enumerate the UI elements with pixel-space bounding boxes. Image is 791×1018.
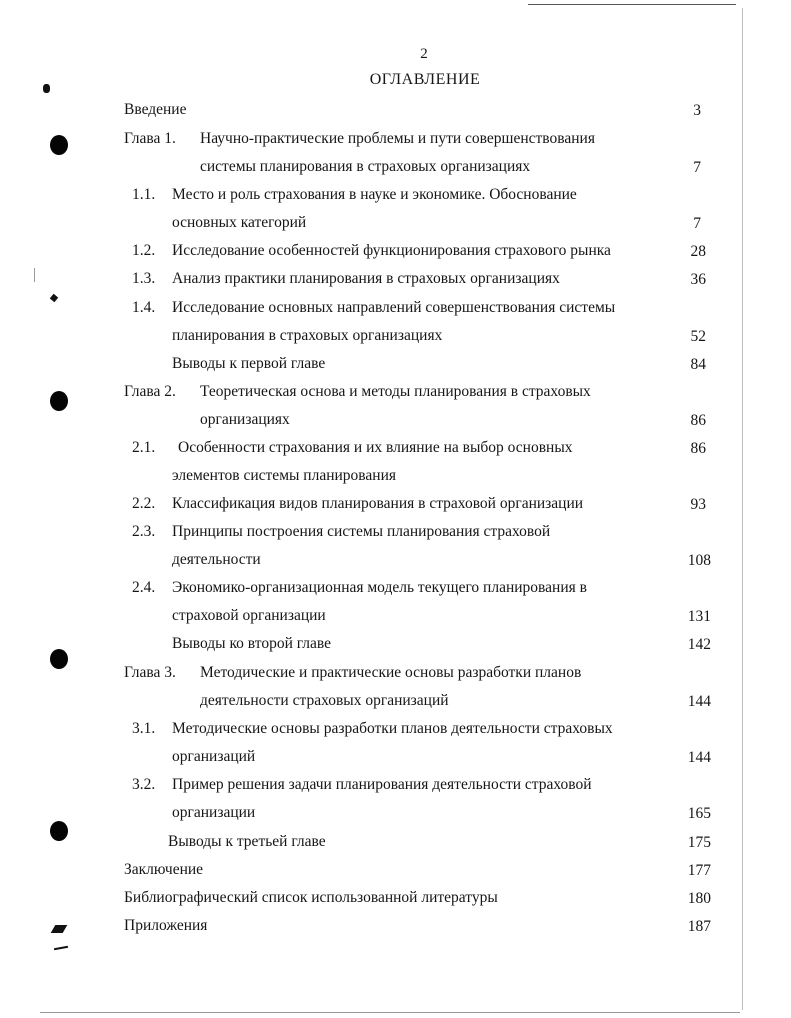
- toc-final-page: 177: [687, 862, 711, 879]
- toc-conclusion-3: Выводы к третьей главе: [168, 833, 326, 850]
- toc-conclusion-1: Выводы к первой главе: [172, 355, 326, 372]
- toc-section-1-4-cont: планирования в страховых организациях: [172, 327, 443, 344]
- toc-section-1-2: [132, 241, 611, 261]
- ink-speck: [51, 925, 68, 933]
- chapter-title: Научно-практические проблемы и пути совершенствования: [200, 130, 595, 147]
- toc-section-2-2: [132, 494, 583, 514]
- section-number: 3.1.: [132, 720, 156, 737]
- section-number: 1.4.: [132, 299, 156, 316]
- section-title: Анализ практики планирования в страховых организациях: [172, 270, 560, 287]
- section-title: Принципы построения системы планирования страховой: [172, 523, 551, 540]
- toc-section-1-1-cont: основных категорий: [172, 214, 307, 231]
- toc-chapter-2: [124, 382, 591, 402]
- toc-chapter-2-page: 86: [690, 412, 706, 429]
- chapter-title: Теоретическая основа и методы планирования в страховых: [200, 383, 591, 400]
- toc-conclusion-3-page: 175: [687, 834, 711, 851]
- ink-speck: [54, 946, 68, 950]
- toc-appendix: Приложения: [124, 917, 208, 934]
- toc-section-3-1-page: 144: [687, 749, 711, 766]
- toc-bibliography: Библиографический список использованной литературы: [124, 889, 498, 906]
- toc-final: Заключение: [124, 861, 204, 878]
- section-title: Классификация видов планирования в страховой организации: [172, 495, 584, 512]
- ink-speck: [50, 294, 58, 302]
- section-title: Экономико-организационная модель текущего планирования в: [172, 579, 587, 596]
- section-title: Особенности страхования и их влияние на выбор основных: [178, 439, 573, 456]
- toc-conclusion-1-page: 84: [690, 356, 706, 373]
- toc-section-1-4-page: 52: [690, 328, 706, 345]
- toc-section-1-3: [132, 269, 560, 289]
- section-number: 3.2.: [132, 776, 156, 793]
- toc-chapter-1-cont: системы планирования в страховых организациях: [200, 158, 531, 175]
- section-number: 2.2.: [132, 495, 156, 512]
- section-number: 2.3.: [132, 523, 156, 540]
- scan-edge-top: [528, 4, 736, 5]
- section-title: Методические основы разработки планов деятельности страховых: [172, 720, 613, 737]
- section-title: Место и роль страхования в науке и экономике. Обоснование: [172, 186, 577, 203]
- section-number: 1.2.: [132, 242, 156, 259]
- ink-speck: [43, 84, 50, 93]
- section-number: 1.1.: [132, 186, 156, 203]
- toc-bibliography-page: 180: [687, 890, 711, 907]
- toc-section-3-1: [132, 719, 613, 739]
- chapter-number: Глава 2.: [124, 383, 176, 400]
- toc-section-2-3-cont: деятельности: [172, 551, 261, 568]
- chapter-number: Глава 1.: [124, 130, 176, 147]
- toc-conclusion-2: Выводы ко второй главе: [172, 635, 332, 652]
- toc-section-2-4-page: 131: [687, 608, 711, 625]
- section-title: Исследование основных направлений совершенствования системы: [172, 299, 616, 316]
- toc-section-3-1-cont: организаций: [172, 748, 256, 765]
- toc-intro-page: 3: [693, 102, 701, 119]
- toc-section-1-4: [132, 298, 615, 318]
- punch-hole: [50, 821, 68, 841]
- toc-section-2-3-page: 108: [687, 552, 711, 569]
- punch-hole: [50, 135, 68, 155]
- toc-chapter-3: [124, 663, 581, 683]
- toc-section-1-3-page: 36: [690, 271, 706, 288]
- toc-section-2-1-page: 86: [690, 440, 706, 457]
- toc-section-2-1: [132, 438, 573, 458]
- toc-section-1-1: [132, 185, 577, 205]
- section-number: 2.4.: [132, 579, 156, 596]
- chapter-title: Методические и практические основы разработки планов: [200, 664, 582, 681]
- toc-appendix-page: 187: [687, 918, 711, 935]
- toc-section-1-2-page: 28: [690, 243, 706, 260]
- scan-edge-right: [742, 8, 743, 1010]
- toc-chapter-1-page: 7: [693, 159, 701, 176]
- toc-section-2-4: [132, 578, 587, 598]
- toc-section-2-1-cont: элементов системы планирования: [172, 467, 397, 484]
- chapter-number: Глава 3.: [124, 664, 176, 681]
- toc-intro-label: Введение: [124, 101, 187, 118]
- section-number: 2.1.: [132, 439, 156, 456]
- section-title: Пример решения задачи планирования деятельности страховой: [172, 776, 592, 793]
- toc-section-3-2-cont: организации: [172, 804, 256, 821]
- toc-chapter-1: [124, 129, 595, 149]
- section-title: Исследование особенностей функционирования страхового рынка: [172, 242, 611, 259]
- ink-speck: [34, 268, 35, 282]
- toc-section-3-2-page: 165: [687, 805, 711, 822]
- scan-edge-bottom: [40, 1012, 740, 1013]
- toc-chapter-3-page: 144: [687, 693, 711, 710]
- toc-conclusion-2-page: 142: [687, 636, 711, 653]
- toc-chapter-2-cont: организациях: [200, 411, 290, 428]
- punch-hole: [50, 649, 68, 669]
- page-number: 2: [420, 46, 428, 62]
- page-title: ОГЛАВЛЕНИЕ: [369, 71, 481, 88]
- toc-chapter-3-cont: деятельности страховых организаций: [200, 692, 449, 709]
- toc-section-2-4-cont: страховой организации: [172, 607, 326, 624]
- punch-hole: [50, 391, 68, 411]
- toc-section-2-3: [132, 522, 550, 542]
- section-number: 1.3.: [132, 270, 156, 287]
- toc-section-1-1-page: 7: [693, 215, 701, 232]
- toc-section-2-2-page: 93: [690, 496, 706, 513]
- toc-section-3-2: [132, 775, 592, 795]
